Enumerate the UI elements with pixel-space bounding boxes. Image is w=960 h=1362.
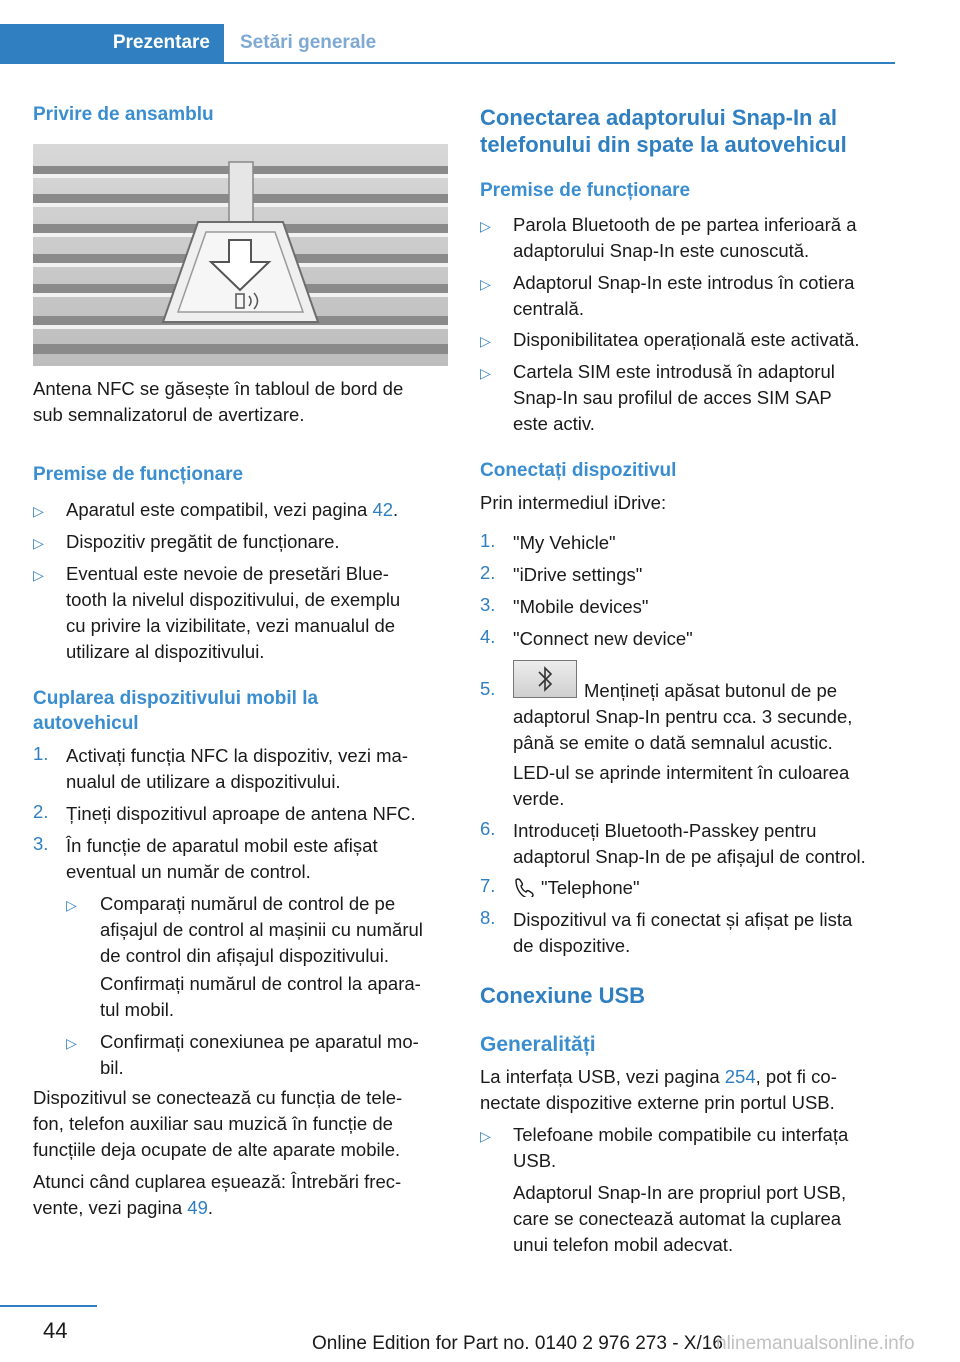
bullet-icon: ▷: [33, 503, 44, 519]
step-number: 5.: [480, 678, 496, 699]
pairing-step-2: Țineți dispozitivul aproape de antena NFC.: [66, 803, 416, 824]
step-number: 7.: [480, 875, 496, 896]
snap-in-title-line: Conectarea adaptorului Snap-In al: [480, 105, 837, 130]
menu-step-idrive-settings: "iDrive settings": [513, 564, 643, 585]
tab-bar: [0, 24, 895, 64]
step-5-rest: [513, 704, 852, 756]
bullet-icon: ▷: [66, 1035, 77, 1051]
step-6-line: adaptorul Snap-In de pe afișajul de control.: [513, 846, 866, 867]
premise-item-3-line: cu privire la vizibilitate, vezi manualul de: [66, 615, 396, 636]
r-premise-1-line: adaptorului Snap-In este cunoscută.: [513, 240, 810, 261]
usb-paragraph-line: [480, 1064, 900, 1090]
usb-paragraph: [480, 1064, 900, 1116]
pairing-step-1: [66, 743, 408, 795]
caption-line: sub semnalizatorul de avertizare.: [33, 404, 305, 425]
r-premise-3: Disponibilitatea operațională este activată.: [513, 329, 860, 350]
r-premise-1: [513, 212, 857, 264]
pairing-heading-line: autovehicul: [33, 713, 139, 734]
pairing-substep-2: [100, 1029, 419, 1081]
bullet-icon: ▷: [480, 333, 491, 349]
pairing-step-1-line: nualul de utilizare a dispozitivului.: [66, 771, 341, 792]
usb-item-line: USB.: [513, 1150, 557, 1171]
r-premise-2: [513, 270, 854, 322]
pairing-step-3: [66, 833, 378, 885]
pairing-heading: [33, 686, 318, 736]
step-number: 2.: [480, 562, 496, 583]
premise-item-1: [66, 497, 398, 523]
step-number: 1.: [33, 743, 49, 764]
r-premise-4: [513, 359, 835, 437]
premise-item-3: [66, 561, 400, 665]
premise-item-3-line: tooth la nivelul dispozitivului, de exemplu: [66, 589, 401, 610]
step-6: [513, 818, 866, 870]
menu-step-my-vehicle: "My Vehicle": [513, 532, 616, 553]
general-heading: Generalități: [480, 1033, 596, 1056]
step-number: 2.: [33, 801, 49, 822]
pairing-step-3-line: eventual un număr de control.: [66, 861, 311, 882]
step-number: 8.: [480, 907, 496, 928]
page-link-254[interactable]: 254: [724, 1066, 756, 1087]
pairing-note-paragraph: [33, 1085, 453, 1163]
pairing-step-3-line: În funcție de aparatul mobil este afișat: [66, 835, 378, 856]
step-number: 6.: [480, 818, 496, 839]
premise-item-1-tail: .: [393, 499, 399, 520]
step-5-led-line: LED-ul se aprinde intermitent în culoarea: [513, 762, 850, 783]
r-premise-4-line: Snap-In sau profilul de acces SIM SAP: [513, 387, 832, 408]
caption-line: Antena NFC se găsește în tabloul de bord de: [33, 378, 404, 399]
premise-heading-left: Premise de funcționare: [33, 464, 244, 485]
pairing-substep-1b-line: tul mobil.: [100, 999, 175, 1020]
bluetooth-button-icon: [513, 660, 577, 698]
paragraph-text: vente, vezi pagina: [33, 1197, 188, 1218]
page-number: 44: [43, 1318, 68, 1343]
usb-paragraph-text: La interfața USB, vezi pagina: [480, 1066, 725, 1087]
via-idrive: Prin intermediul iDrive:: [480, 492, 667, 513]
usb-item: [513, 1122, 848, 1174]
step-8-line: de dispozitive.: [513, 935, 631, 956]
telephone-icon: [513, 877, 535, 897]
step-8: [513, 907, 852, 959]
paragraph-line: Dispozitivul se conectează cu funcția de tele-: [33, 1087, 403, 1108]
pairing-step-1-line: Activați funcția NFC la dispozitiv, vezi ma-: [66, 745, 409, 766]
usb-item-note-line: care se conectează automat la cuplarea: [513, 1208, 842, 1229]
r-premise-2-line: centrală.: [513, 298, 584, 319]
usb-paragraph-line: nectate dispozitive externe prin portul USB.: [480, 1092, 835, 1113]
pairing-substep-2-line: bil.: [100, 1057, 124, 1078]
step-5-line-1: Mențineți apăsat butonul de pe: [584, 680, 838, 701]
pairing-substep-1-line: afișajul de control al mașinii cu numărul: [100, 919, 423, 940]
bullet-icon: ▷: [480, 218, 491, 234]
usb-item-line: Telefoane mobile compatibile cu interfața: [513, 1124, 849, 1145]
page-link-42[interactable]: 42: [372, 499, 394, 520]
edition-footer: Online Edition for Part no. 0140 2 976 273 - X/16: [312, 1333, 723, 1354]
connect-heading: Conectați dispozitivul: [480, 460, 677, 481]
premise-heading-right: Premise de funcționare: [480, 180, 691, 201]
pairing-substep-2-line: Confirmați conexiunea pe aparatul mo-: [100, 1031, 419, 1052]
menu-step-mobile-devices: "Mobile devices": [513, 596, 649, 617]
pairing-substep-1b-line: Confirmați numărul de control la apara-: [100, 973, 421, 994]
usb-item-note: [513, 1180, 846, 1258]
step-number: 4.: [480, 626, 496, 647]
bluetooth-icon: [514, 661, 576, 697]
image-caption: [33, 376, 453, 428]
nfc-antenna-image: [33, 144, 448, 366]
step-5-line: până se emite o dată semnalul acustic.: [513, 732, 833, 753]
snap-in-title: [480, 104, 900, 158]
r-premise-2-line: Adaptorul Snap-In este introdus în cotiera: [513, 272, 855, 293]
premise-item-3-line: Eventual este nevoie de presetări Blue-: [66, 563, 389, 584]
r-premise-1-line: Parola Bluetooth de pe partea inferioară a: [513, 214, 857, 235]
premise-item-1-text: Aparatul este compatibil, vezi pagina: [66, 499, 373, 520]
bullet-icon: ▷: [480, 1128, 491, 1144]
step-5-led-line: verde.: [513, 788, 565, 809]
pairing-heading-line: Cuplarea dispozitivului mobil la: [33, 688, 319, 709]
step-8-line: Dispozitivul va fi conectat și afișat pe lista: [513, 909, 853, 930]
pairing-substep-1-line: de control din afișajul dispozitivului.: [100, 945, 389, 966]
step-number: 3.: [33, 833, 49, 854]
bullet-icon: ▷: [480, 276, 491, 292]
snap-in-title-line: telefonului din spate la autovehicul: [480, 132, 847, 157]
usb-item-note-line: Adaptorul Snap-In are propriul port USB,: [513, 1182, 847, 1203]
r-premise-4-line: este activ.: [513, 413, 595, 434]
paragraph-line: fon, telefon auxiliar sau muzică în funcție de: [33, 1113, 393, 1134]
bullet-icon: ▷: [480, 365, 491, 381]
paragraph-line: funcțiile deja ocupate de alte aparate mobile.: [33, 1139, 401, 1160]
pairing-fail-paragraph: [33, 1169, 453, 1221]
step-5-line: adaptorul Snap-In pentru cca. 3 secunde,: [513, 706, 853, 727]
step-number: 1.: [480, 530, 496, 551]
paragraph-line: [33, 1195, 453, 1221]
pairing-substep-1-line: Comparați numărul de control de pe: [100, 893, 396, 914]
step-5-led-note: [513, 760, 849, 812]
bullet-icon: ▷: [66, 897, 77, 913]
premise-item-3-line: utilizare al dispozitivului.: [66, 641, 265, 662]
step-7-telephone: "Telephone": [541, 877, 640, 898]
step-number: 3.: [480, 594, 496, 615]
paragraph-line: Atunci când cuplarea eșuează: Întrebări frec-: [33, 1171, 402, 1192]
overview-heading: Privire de ansamblu: [33, 104, 214, 125]
step-6-line: Introduceți Bluetooth-Passkey pentru: [513, 820, 817, 841]
paragraph-tail: .: [207, 1197, 213, 1218]
pairing-substep-1b: [100, 971, 421, 1023]
watermark: nlinemanualsonline.info: [716, 1333, 915, 1354]
bullet-icon: ▷: [33, 535, 44, 551]
pairing-substep-1: [100, 891, 423, 969]
page-link-49[interactable]: 49: [187, 1197, 208, 1218]
menu-step-connect-new-device: "Connect new device": [513, 628, 693, 649]
usb-paragraph-tail: , pot fi co-: [755, 1066, 837, 1087]
r-premise-4-line: Cartela SIM este introdusă în adaptorul: [513, 361, 835, 382]
usb-heading: Conexiune USB: [480, 983, 646, 1008]
tab-prezentare[interactable]: Prezentare: [0, 24, 224, 62]
bullet-icon: ▷: [33, 567, 44, 583]
usb-item-note-line: unui telefon mobil adecvat.: [513, 1234, 734, 1255]
tab-setari-generale[interactable]: Setări generale: [240, 32, 377, 53]
premise-item-2: Dispozitiv pregătit de funcționare.: [66, 531, 340, 552]
page-number-rule: [0, 1305, 97, 1307]
